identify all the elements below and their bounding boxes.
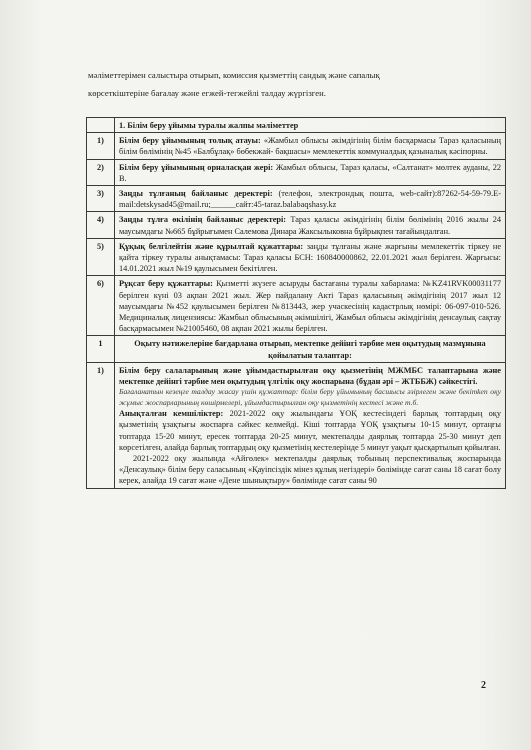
row-number: 3)	[87, 186, 115, 212]
row-label: Білім беру ұйымының толық атауы:	[119, 136, 261, 146]
documents-note: Бағаланатын кезеңге талдау жасау үшін құжаттар: білім беру ұйымының басшысы әзірлеген және бекітken оқу жұмыс жоспарларының көшірмелері, ұйымдастырылған оқу қызметінің кестесі және т.б.	[119, 387, 501, 407]
findings-paragraph-2: 2021-2022 оқу жылында «Айгөлек» мектепалды даярлық тобының перспективалық жоспарында «Денсаулық» білім беру саласының «Қауіпсіздік мінез құлық негіздері» бөлімінде сағат саны 18 сағат болу керек, алайда 19 сағат және «Дене шынықтыру» бөлімінде сағат саны 90	[119, 454, 501, 486]
row-text: (телефон, электрондық пошта, web-сайт):87262-54-59-79.E-mail:detskysad45@mail.ru;______сайт:45-taraz.balabaqshasy.kz	[119, 189, 501, 210]
row-label: Білім беру ұйымының орналасқан жері:	[119, 162, 274, 172]
intro-line-1: мәліметтерімен салыстыра отырып, комиссия қызметтің сандық және сапалық	[88, 70, 380, 80]
table-row	[87, 238, 506, 276]
table-row	[87, 133, 506, 159]
findings-text: 2021-2022 оқу жылындағы ҰОҚ кестесіндегі барлық топтардың оқу қызметінің ұзақтығы жоспарға сәйкес келмейді. Кіші топтарда ҰОҚ ұзақтығы 10-15 минут, ортаңғы топтарда 15-20 минут, ересек топтарда 20-25 минут, мектепалды даярлық топтарда 25-30 минут деп көрсетілген, алайда барлық топтардың оқу қызметінің кестелерінде 5 минут уақыт қысқартылып қойылған.	[119, 409, 501, 452]
intro-paragraph	[88, 66, 508, 102]
table-row	[87, 212, 506, 238]
intro-line-2: көрсеткіштеріне бағалау және егжей-тегжейлі талдау жүргізген.	[88, 88, 326, 98]
row-text: Тараз қаласы әкімдігінің білім бөлімінің 2016 жылы 24 маусымдағы №665 бұйрығымен Салемова Динара Жаксылыковна бұйрықпен тағайындалған.	[119, 215, 501, 236]
section-2-number: 1	[87, 336, 115, 362]
row-label: Рұқсат беру құжаттары:	[119, 279, 213, 289]
section-2-title: Оқыту нәтижелеріне бағдарлана отырып, мектепке дейінгі тәрбие мен оқытудың мазмұнына қойылатын талаптар:	[115, 336, 506, 362]
row-text: Жамбыл облысы, Тараз қаласы, «Салтанат» мөлтек ауданы, 22 В.	[119, 162, 501, 183]
table-row	[87, 362, 506, 488]
row-number: 5)	[87, 238, 115, 276]
row-number: 1)	[87, 133, 115, 159]
row-text: «Жамбыл облысы әкімдігінің білім басқармасы Тараз қаласының білім бөлімінің №45 «Балбұлақ» бөбекжай- бақшасы» мемлекеттік коммуналдық қазыналық кәсіпорны.	[119, 136, 501, 157]
page-number: 2	[481, 680, 486, 691]
evaluation-table	[86, 117, 506, 489]
row-label: Құқық белгілейтін және құрылтай құжаттары:	[119, 241, 304, 251]
requirement-heading: Білім беру салаларының және ұйымдастырылған оқу қызметінің МЖМБС талаптарына және мектепке дейінгі тәрбие мен оқытудың үлгілік оқу жоспарына (бұдан әрі – ЖТББЖ) сәйкестігі.	[119, 365, 501, 387]
row-number: 6)	[87, 276, 115, 336]
row-text: заңды тұлғаны және жарғыны мемлекеттік тіркеу не қайта тіркеу туралы анықтамасы: Тараз қаласы БСН: 160840000862, 22.01.2021 жыл берілген. Жарғысы: 14.01.2021 жыл №19 қаулысымен бекітілген.	[119, 241, 501, 274]
row-label: Заңды тұлға өкілінің байланыс деректері:	[119, 215, 287, 225]
table-row	[87, 159, 506, 185]
table-row	[87, 276, 506, 336]
table-row	[87, 186, 506, 212]
row-number: 4)	[87, 212, 115, 238]
row-label: Заңды тұлғаның байланыс деректері:	[119, 189, 273, 199]
row-text: Қызметті жүзеге асыруды бастағаны туралы хабарлама: №KZ41RVK00031177 берілген күні 03 ақпан 2021 жыл. Жер пайдалану Акті Тараз қаласының әкімдігінің 2017 жыл 12 маусымдағы №452 қаулысымен берілген №813443, жер учаскесінің кадастрлық нөмірі: 06-097-010-526. Медициналық лицензиясы: Жамбыл облысының әкімшілігі, Жамбыл облысы әкімдігінің денсаулық сақтау басқармасымен №21005460, 08 ақпан 2021 жылы берілген.	[119, 279, 501, 334]
section-1-title: 1. Білім беру ұйымы туралы жалпы мәліметтер	[115, 118, 506, 133]
section-2-header-row	[87, 336, 506, 362]
row-number: 2)	[87, 159, 115, 185]
findings-label: Анықталған кемшіліктер:	[119, 409, 224, 419]
section-1-header-row	[87, 118, 506, 133]
row-number: 1)	[87, 362, 115, 488]
